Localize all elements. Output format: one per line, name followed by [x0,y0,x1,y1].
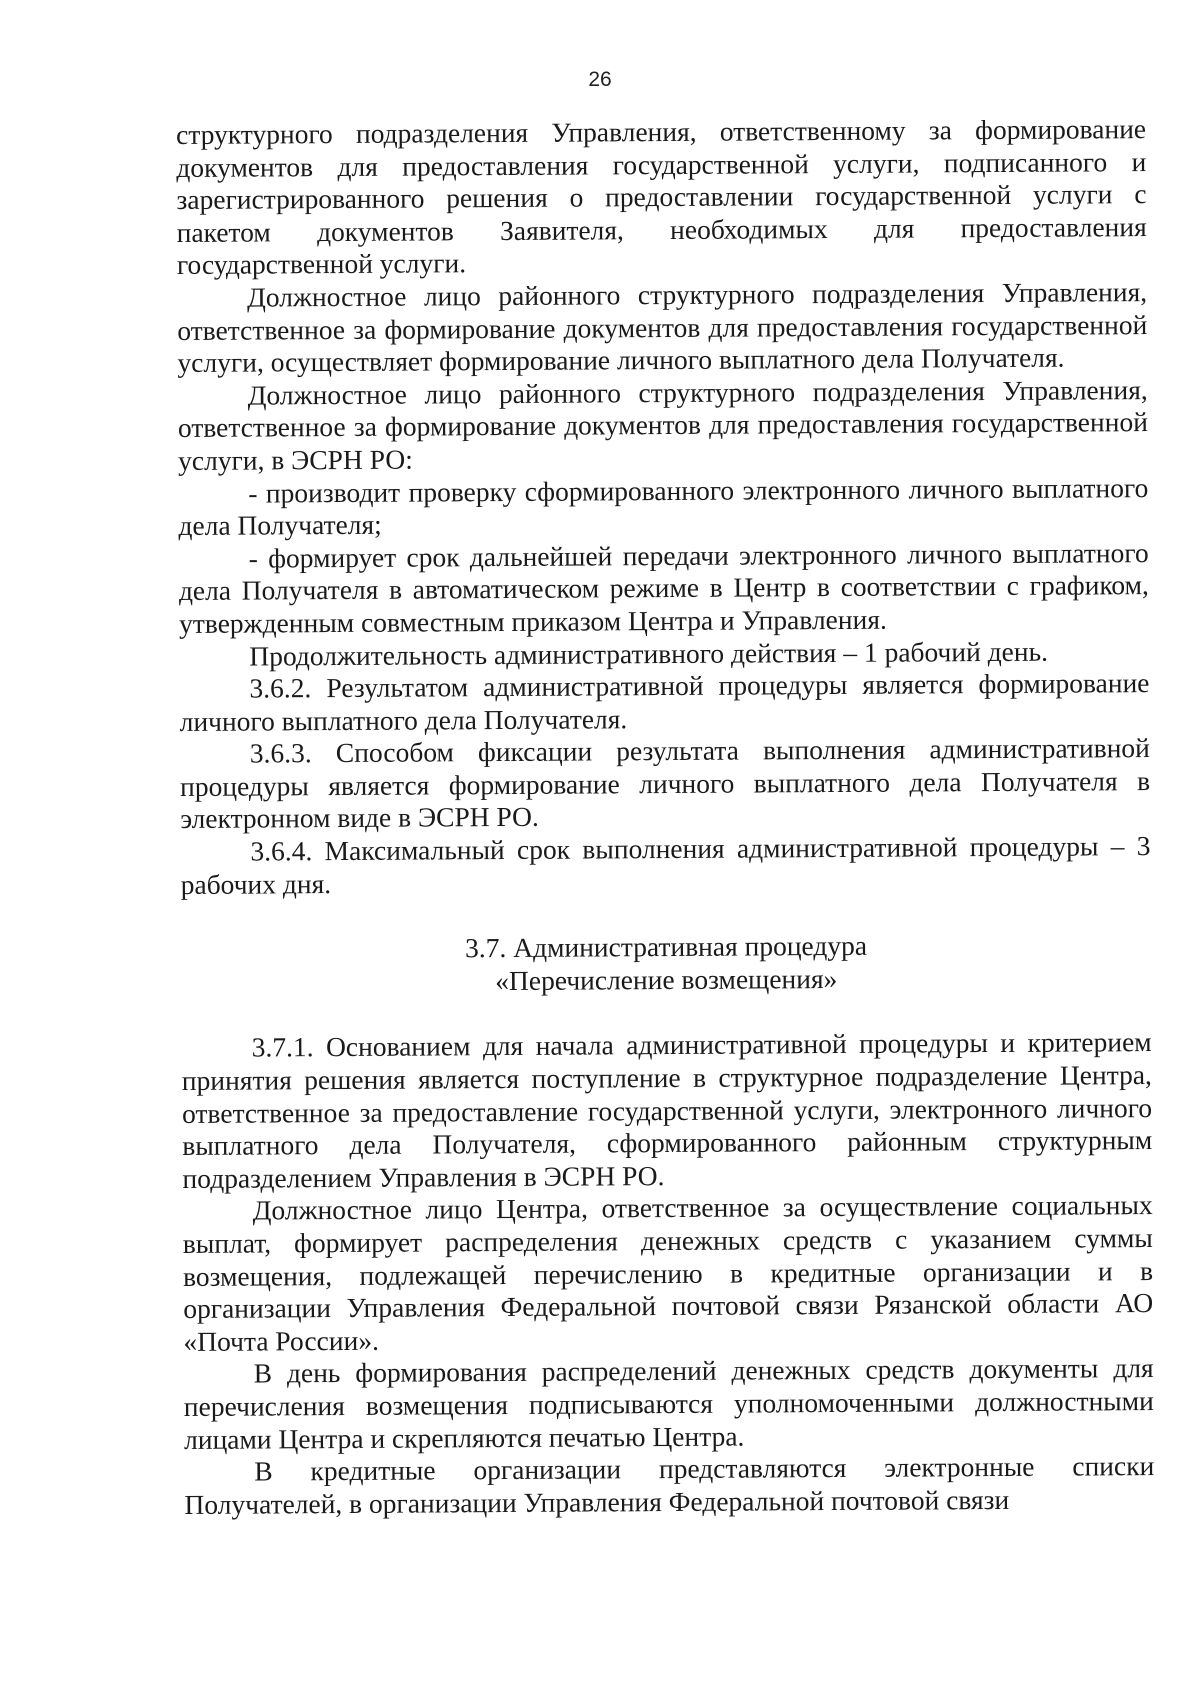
paragraph: Продолжительность административного действия – 1 рабочий день. [249,635,1049,672]
clause-3-6-4: 3.6.4. Максимальный срок выполнения административной процедуры – 3 рабочих дня. [180,830,1151,900]
clause-3-6-3: 3.6.3. Способом фиксации результата выполнения административной процедуры является формирование личного выплатного дела Получателя в электронном виде в ЭСРН РО. [179,732,1151,835]
paragraph-continuation: структурного подразделения Управления, ответственному за формирование документов для предоставления государственной услуги, подписанного и зарегистрированного решения о предоставлении государственной услуги с пакетом документов Заявителя, необходимых для предоставления государственной услуги. [176,113,1147,281]
paragraph-truncated: В кредитные организации представляются электронные списки Получателей, в организации Управления Федеральной почтовой связи [184,1450,1155,1520]
clause-3-6-2: 3.6.2. Результатом административной процедуры является формирование личного выплатного дела Получателя. [179,667,1150,737]
paragraph: Должностное лицо Центра, ответственное за осуществление социальных выплат, формирует распределения денежных средств с указанием суммы возмещения, подлежащей перечислению в кредитные организации и в организации Управления Федеральной почтовой связи Рязанской области АО «Почта России». [182,1189,1154,1357]
paragraph: Должностное лицо районного структурного подразделения Управления, ответственное за формирование документов для предоставления государственной услуги, в ЭСРН РО: [177,373,1148,476]
page-number: 26 [588,68,612,91]
paragraph: Должностное лицо районного структурного подразделения Управления, ответственное за формирование документов для предоставления государственной услуги, осуществляет формирование личного выплатного дела Получателя. [177,276,1148,379]
section-heading [181,928,1151,999]
document-body [176,113,1155,1521]
section-heading-number-title: 3.7. Административная процедура [464,930,868,964]
list-item: - производит проверку сформированного электронного личного выплатного дела Получателя; [178,471,1149,542]
paragraph: В день формирования распределений денежных средств документы для перечисления возмещения подписываются уполномоченными должностными лицами Центра и скрепляются печатью Центра. [183,1352,1154,1455]
list-item: - формирует срок дальнейшей передачи электронного личного выплатного дела Получателя в автоматическом режиме в Центр в соответствии с графиком, утвержденным совместным приказом Центра и Управления. [178,536,1149,639]
clause-3-7-1: 3.7.1. Основанием для начала административной процедуры и критерием принятия решения является поступление в структурное подразделение Центра, ответственное за предоставление государственной услуги, электронного личного выплатного дела Получателя, сформированного районным структурным подразделением Управления в ЭСРН РО. [181,1026,1153,1194]
section-heading-subtitle: «Перечисление возмещения» [495,962,838,996]
